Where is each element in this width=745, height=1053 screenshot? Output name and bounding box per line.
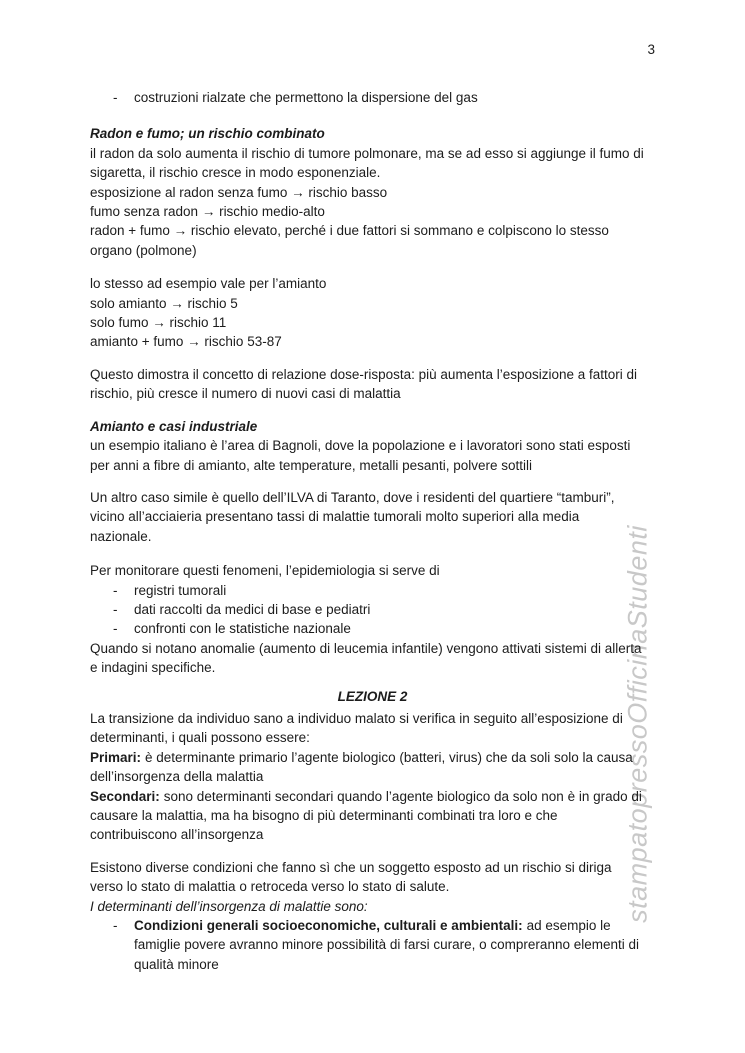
section-radon xyxy=(90,124,655,260)
text-line: e indagini specifiche. xyxy=(90,660,216,676)
text-line: vicino all’acciaieria presentano tassi di malattie tumorali molto superiori alla media xyxy=(90,509,580,525)
document-body xyxy=(90,88,655,974)
paragraph-ilva xyxy=(90,488,655,546)
definition-text: è determinante primario l’agente biologico (batteri, virus) che da soli solo la causa xyxy=(145,749,633,765)
text-line: Esistono diverse condizioni che fanno sì che un soggetto esposto ad un rischio si diriga xyxy=(90,859,612,875)
text-line: dell’insorgenza della malattia xyxy=(90,769,264,785)
text-line: famiglie povere avranno minore possibilità di farsi curare, o compreranno elementi di xyxy=(134,937,639,953)
bullet-text: registri tumorali xyxy=(134,582,227,598)
definition-label: Primari: xyxy=(90,749,142,765)
bullet-label: Condizioni generali socioeconomiche, culturali e ambientali: xyxy=(134,918,523,934)
bullet-text: ad esempio le xyxy=(526,918,611,934)
text-line: La transizione da individuo sano a individuo malato si verifica in seguito all’esposizione di xyxy=(90,710,623,726)
text-line: fumo senza radon → rischio medio-alto xyxy=(90,204,325,220)
bullet-item xyxy=(90,600,655,619)
bullet-item xyxy=(90,619,655,638)
bullet-item xyxy=(90,581,655,600)
bullet-dash: - xyxy=(113,582,118,598)
text-line: amianto + fumo → rischio 53-87 xyxy=(90,334,282,350)
definition-text: sono determinanti secondari quando l’agente biologico da solo non è in grado di xyxy=(163,788,642,804)
text-line: Per monitorare questi fenomeni, l’epidemiologia si serve di xyxy=(90,563,440,579)
determinanti-intro-line: I determinanti dell’insorgenza di malattie sono: xyxy=(90,898,368,914)
text-line: contribuiscono all’insorgenza xyxy=(90,827,264,843)
text-line: organo (polmone) xyxy=(90,242,197,258)
bullet-item xyxy=(90,916,655,935)
section-lezione2 xyxy=(90,687,655,706)
text-line: sigaretta, il rischio cresce in modo esponenziale. xyxy=(90,165,381,181)
definition-primari xyxy=(90,748,655,767)
text-line: Quando si notano anomalie (aumento di leucemia infantile) vengono attivati sistemi di allerta xyxy=(90,640,642,656)
text-line: nazionale. xyxy=(90,528,152,544)
text-line: solo amianto → rischio 5 xyxy=(90,295,238,311)
bullet-item xyxy=(90,88,655,107)
text-line: qualità minore xyxy=(134,956,219,972)
bullet-dash: - xyxy=(113,918,118,934)
watermark: stampatopressoOfficinaStudenti xyxy=(622,525,653,923)
text-line: radon + fumo → rischio elevato, perché i due fattori si sommano e colpiscono lo stesso xyxy=(90,223,609,239)
determinanti-bullet-list xyxy=(90,916,655,974)
paragraph-amianto-esempio xyxy=(90,274,655,352)
text-line: un esempio italiano è l’area di Bagnoli, dove la popolazione e i lavoratori sono stati esposti xyxy=(90,438,631,454)
bullet-text: dati raccolti da medici di base e pediatri xyxy=(134,601,371,617)
bullet-dash: - xyxy=(113,621,118,637)
bullet-dash: - xyxy=(113,90,118,105)
text-line: Un altro caso simile è quello dell’ILVA di Taranto, dove i residenti del quartiere “tamburi”, xyxy=(90,489,615,505)
definition-label: Secondari: xyxy=(90,788,160,804)
bullet-text: confronti con le statistiche nazionale xyxy=(134,621,351,637)
section-heading-lezione2: LEZIONE 2 xyxy=(337,688,408,704)
text-line: rischio, più cresce il numero di nuovi casi di malattia xyxy=(90,386,401,402)
text-line: verso lo stato di malattia o retroceda verso lo stato di salute. xyxy=(90,879,450,895)
bullet-dash: - xyxy=(113,601,118,617)
text-line: per anni a fibre di amianto, alte temperature, metalli pesanti, polvere sottili xyxy=(90,457,532,473)
paragraph-transizione xyxy=(90,709,655,845)
text-line: causare la malattia, ma ha bisogno di più determinanti combinati tra loro e che xyxy=(90,808,558,823)
paragraph-esistono xyxy=(90,858,655,916)
text-line: determinanti, i quali possono essere: xyxy=(90,730,310,746)
text-line: lo stesso ad esempio vale per l’amianto xyxy=(90,276,327,292)
page-number: 3 xyxy=(647,42,655,57)
text-line: solo fumo → rischio 11 xyxy=(90,315,227,331)
paragraph-monitoraggio xyxy=(90,561,655,677)
text-line: esposizione al radon senza fumo → rischio basso xyxy=(90,184,388,200)
intro-bullet-list xyxy=(90,88,655,107)
bullet-text: costruzioni rialzate che permettono la dispersione del gas xyxy=(134,90,478,105)
paragraph-dose-risposta xyxy=(90,365,655,404)
section-amianto-industriale xyxy=(90,417,655,475)
section-heading-amianto: Amianto e casi industriale xyxy=(90,418,258,434)
text-line: Questo dimostra il concetto di relazione dose-risposta: più aumenta l’esposizione a fattori di xyxy=(90,366,638,382)
section-heading-radon: Radon e fumo; un rischio combinato xyxy=(90,126,325,142)
definition-secondari xyxy=(90,787,655,806)
text-line: il radon da solo aumenta il rischio di tumore polmonare, ma se ad esso si aggiunge il fumo di xyxy=(90,145,644,161)
